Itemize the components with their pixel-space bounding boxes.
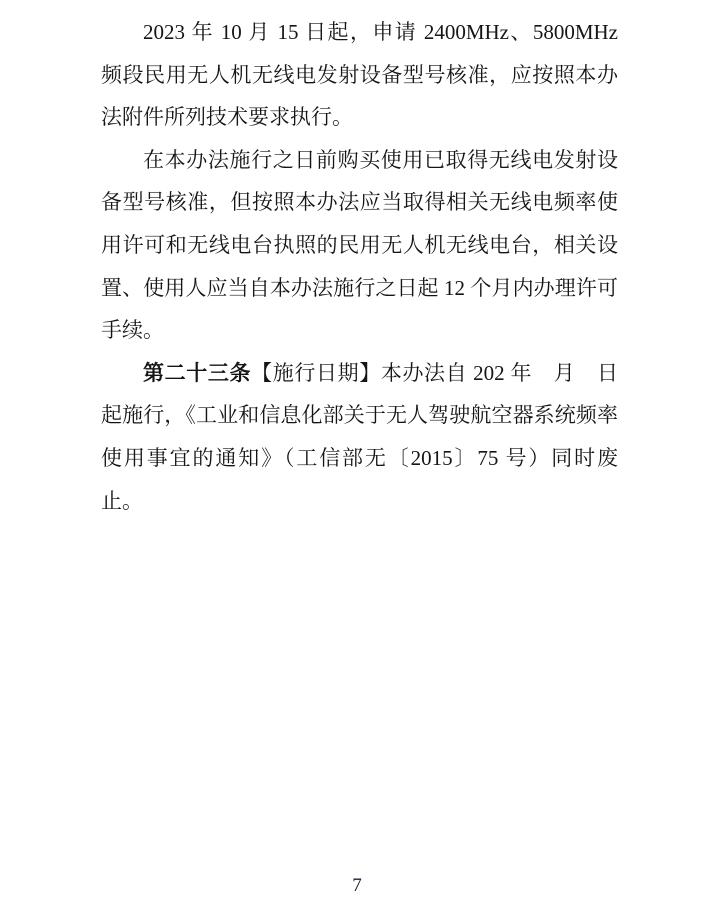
paragraph-transition-licensing: 在本办法施行之日前购买使用已取得无线电发射设备型号核准，但按照本办法应当取得相关无线电频率使用许可和无线电台执照的民用无人机无线电台，相关设置、使用人应当自本办法施行之日起 12 个月内办理许可手续。 xyxy=(101,147,618,343)
paragraph-effective-date-2023: 2023 年 10 月 15 日起，申请 2400MHz、5800MHz 频段民用无人机无线电发射设备型号核准，应按照本办法附件所列技术要求执行。 xyxy=(101,20,618,130)
document-body xyxy=(101,11,618,522)
paragraph-article-23 xyxy=(101,352,618,522)
article-23-number: 第二十三条 xyxy=(143,360,252,385)
article-23-text: 【施行日期】本办法自 202 年 月 日起施行，《工业和信息化部关于无人驾驶航空器系统频率使用事宜的通知》（工信部无〔2015〕75 号）同时废止。 xyxy=(101,360,619,513)
page-number: 7 xyxy=(352,875,362,896)
